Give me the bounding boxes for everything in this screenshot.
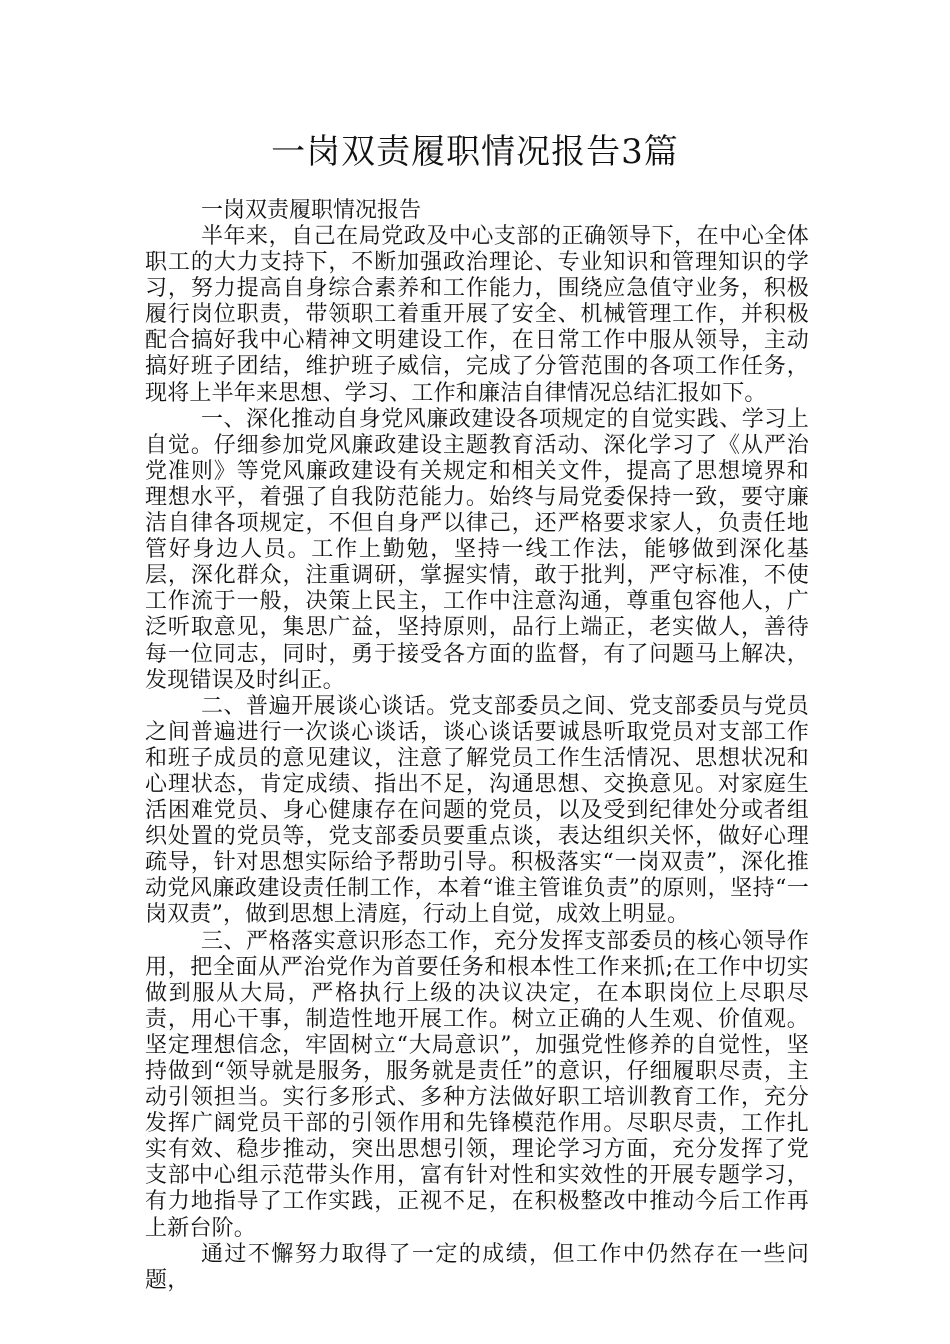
document-body xyxy=(145,198,809,1294)
paragraph-closing: 通过不懈努力取得了一定的成绩，但工作中仍然存在一些问题， xyxy=(145,1241,809,1293)
paragraph-section-three: 三、严格落实意识形态工作，充分发挥支部委员的核心领导作用，把全面从严治党作为首要任务和根本性工作来抓;在工作中切实做到服从大局，严格执行上级的决议决定，在本职岗位上尽职尽责，用心干事，制造性地开展工作。树立正确的人生观、价值观。坚定理想信念，牢固树立“大局意识”，加强党性修养的自觉性，坚持做到“领导就是服务，服务就是责任”的意识，仔细履职尽责，主动引领担当。实行多形式、多种方法做好职工培训教育工作，充分发挥广阔党员干部的引领作用和先锋模范作用。尽职尽责，工作扎实有效、稳步推动，突出思想引领，理论学习方面，充分发挥了党支部中心组示范带头作用，富有针对性和实效性的开展专题学习，有力地指导了工作实践，正视不足，在积极整改中推动今后工作再上新台阶。 xyxy=(145,928,809,1241)
report-subtitle: 一岗双责履职情况报告 xyxy=(201,198,422,223)
document-title: 一岗双责履职情况报告3篇 xyxy=(271,132,679,172)
paragraph-section-two: 二、普遍开展谈心谈话。党支部委员之间、党支部委员与党员之间普遍进行一次谈心谈话，谈心谈话要诚恳听取党员对支部工作和班子成员的意见建议，注意了解党员工作生活情况、思想状况和心理状态，肯定成绩、指出不足，沟通思想、交换意见。对家庭生活困难党员、身心健康存在问题的党员，以及受到纪律处分或者组织处置的党员等，党支部委员要重点谈，表达组织关怀，做好心理疏导，针对思想实际给予帮助引导。积极落实“一岗双责”，深化推动党风廉政建设责任制工作，本着“谁主管谁负责”的原则，坚持“一岗双责”，做到思想上清庭，行动上自觉，成效上明显。 xyxy=(145,693,809,928)
paragraph-section-one: 一、深化推动自身党风廉政建设各项规定的自觉实践、学习上自觉。仔细参加党风廉政建设主题教育活动、深化学习了《从严治党准则》等党风廉政建设有关规定和相关文件，提高了思想境界和理想水平，着强了自我防范能力。始终与局党委保持一致，要守廉洁自律各项规定，不但自身严以律己，还严格要求家人，负责任地管好身边人员。工作上勤勉，坚持一线工作法，能够做到深化基层，深化群众，注重调研，掌握实情，敢于批判，严守标准，不使工作流于一般，决策上民主，工作中注意沟通，尊重包容他人，广泛听取意见，集思广益，坚持原则，品行上端正，老实做人，善待每一位同志，同时，勇于接受各方面的监督，有了问题马上解决，发现错误及时纠正。 xyxy=(145,406,809,693)
paragraph-intro: 半年来，自己在局党政及中心支部的正确领导下，在中心全体职工的大力支持下，不断加强政治理论、专业知识和管理知识的学习，努力提高自身综合素养和工作能力，围绕应急值守业务，积极履行岗位职责，带领职工着重开展了安全、机械管理工作，并积极配合搞好我中心精神文明建设工作，在日常工作中服从领导，主动搞好班子团结，维护班子威信，完成了分管范围的各项工作任务，现将上半年来思想、学习、工作和廉洁自律情况总结汇报如下。 xyxy=(145,224,809,406)
